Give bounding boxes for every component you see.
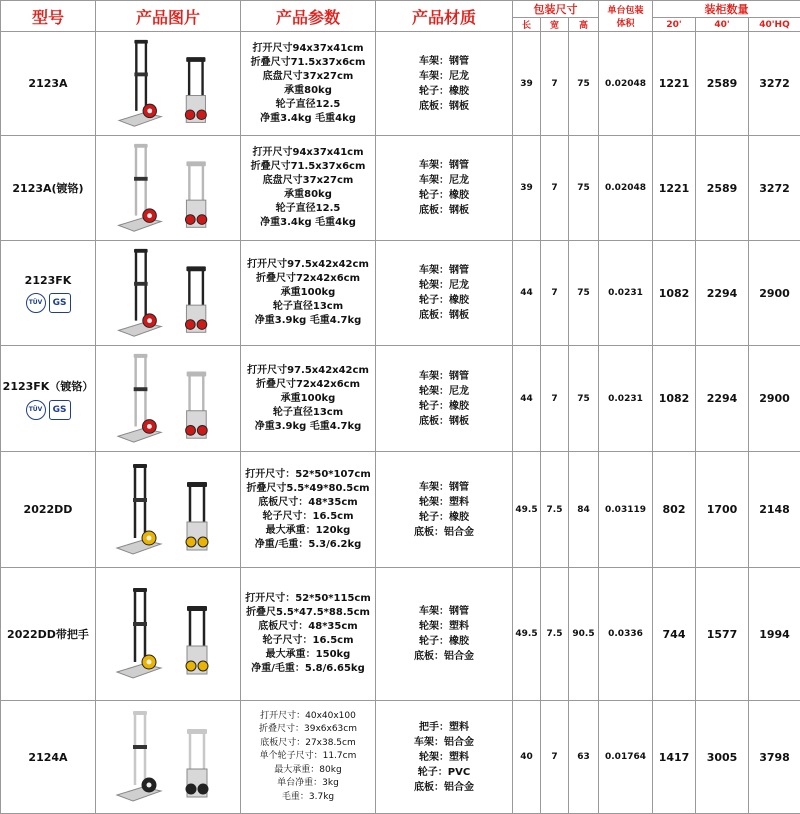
open-trolley <box>119 248 162 335</box>
header-container: 装柜数量 <box>653 1 800 18</box>
header-pack-w: 宽 <box>541 18 569 32</box>
model-cell <box>1 452 96 568</box>
model-label: 2123FK（镀铬） <box>1 378 95 394</box>
material-cell <box>376 452 513 568</box>
material-line: 车架：钢管 <box>376 54 512 69</box>
params-cell <box>241 136 376 241</box>
folded-trolley <box>186 729 208 797</box>
certification-logos <box>26 400 71 420</box>
product-image-cell <box>96 32 241 136</box>
param-line: 底盘尺寸37x27cm <box>241 174 375 188</box>
container-40-cell: 2294 <box>696 346 749 452</box>
material-line: 底板：钢板 <box>376 203 512 218</box>
pack-height-cell: 84 <box>569 452 599 568</box>
open-trolley <box>119 143 162 230</box>
params-cell <box>241 701 376 814</box>
header-c40hq: 40'HQ <box>749 18 800 32</box>
material-line: 轮架：尼龙 <box>376 278 512 293</box>
param-line: 打开尺寸97.5x42x42cm <box>241 364 375 378</box>
trolley-image <box>103 707 233 807</box>
unit-volume-cell: 0.02048 <box>599 136 653 241</box>
pack-height-cell: 90.5 <box>569 568 599 701</box>
param-line: 折叠尺寸71.5x37x6cm <box>241 56 375 70</box>
container-20-cell: 744 <box>653 568 696 701</box>
param-line: 毛重：3.7kg <box>241 791 375 805</box>
header-pack-h: 高 <box>569 18 599 32</box>
unit-volume-cell: 0.0336 <box>599 568 653 701</box>
gs-logo-icon: GS <box>49 293 71 313</box>
container-20-cell: 1221 <box>653 136 696 241</box>
trolley-image <box>103 584 233 684</box>
unit-volume-cell: 0.01764 <box>599 701 653 814</box>
material-line: 车架：钢管 <box>376 263 512 278</box>
model-label: 2022DD <box>1 503 95 516</box>
params-cell <box>241 32 376 136</box>
pack-width-cell: 7.5 <box>541 568 569 701</box>
tuv-logo-icon: TÜV <box>26 400 46 420</box>
param-line: 最大承重：150kg <box>241 648 375 662</box>
container-40hq-cell: 2900 <box>749 241 800 346</box>
material-line: 轮架：尼龙 <box>376 384 512 399</box>
table-row <box>1 32 800 136</box>
open-trolley <box>119 39 161 125</box>
header-image: 产品图片 <box>96 1 241 32</box>
product-image-cell <box>96 241 241 346</box>
container-40-cell: 2589 <box>696 136 749 241</box>
container-40-cell: 1577 <box>696 568 749 701</box>
material-line: 底板：铝合金 <box>376 525 512 540</box>
container-20-cell: 1417 <box>653 701 696 814</box>
pack-height-cell: 75 <box>569 136 599 241</box>
param-line: 最大承重：80kg <box>241 764 375 778</box>
material-line: 车架：钢管 <box>376 604 512 619</box>
material-cell <box>376 241 513 346</box>
folded-trolley <box>185 161 206 227</box>
params-cell <box>241 241 376 346</box>
container-40hq-cell: 3798 <box>749 701 800 814</box>
gs-logo-icon: GS <box>49 400 71 420</box>
material-cell <box>376 136 513 241</box>
material-line: 轮架：塑料 <box>376 495 512 510</box>
param-line: 折叠尺寸72x42x6cm <box>241 378 375 392</box>
unit-volume-cell: 0.0231 <box>599 241 653 346</box>
material-line: 车架：钢管 <box>376 158 512 173</box>
product-image-cell <box>96 346 241 452</box>
model-label: 2123FK <box>1 274 95 287</box>
unit-volume-cell: 0.02048 <box>599 32 653 136</box>
param-line: 净重/毛重：5.3/6.2kg <box>241 538 375 552</box>
param-line: 单台净重：3kg <box>241 777 375 791</box>
material-line: 车架：钢管 <box>376 369 512 384</box>
material-line: 底板：钢板 <box>376 308 512 323</box>
material-line: 轮子：橡胶 <box>376 510 512 525</box>
header-params: 产品参数 <box>241 1 376 32</box>
material-line: 轮子：橡胶 <box>376 84 512 99</box>
param-line: 轮子直径12.5 <box>241 202 375 216</box>
material-cell <box>376 568 513 701</box>
table-row <box>1 346 800 452</box>
header-unit-volume <box>599 1 653 32</box>
param-line: 净重3.4kg 毛重4kg <box>241 216 375 230</box>
param-line: 打开尺寸94x37x41cm <box>241 42 375 56</box>
material-line: 车架：钢管 <box>376 480 512 495</box>
pack-length-cell: 39 <box>513 136 541 241</box>
param-line: 打开尺寸97.5x42x42cm <box>241 258 375 272</box>
param-line: 净重/毛重：5.8/6.65kg <box>241 662 375 676</box>
header-material: 产品材质 <box>376 1 513 32</box>
param-line: 净重3.4kg 毛重4kg <box>241 112 375 126</box>
pack-height-cell: 75 <box>569 32 599 136</box>
param-line: 底盘尺寸37x27cm <box>241 70 375 84</box>
material-line: 车架：尼龙 <box>376 69 512 84</box>
container-40-cell: 1700 <box>696 452 749 568</box>
model-cell <box>1 241 96 346</box>
model-cell <box>1 701 96 814</box>
open-trolley <box>117 588 161 678</box>
open-trolley <box>117 711 161 801</box>
container-20-cell: 802 <box>653 452 696 568</box>
pack-width-cell: 7 <box>541 241 569 346</box>
material-line: 轮架：塑料 <box>376 750 512 765</box>
table-row <box>1 241 800 346</box>
product-image-cell <box>96 452 241 568</box>
param-line: 底板尺寸：48*35cm <box>241 496 375 510</box>
model-label: 2123A <box>1 77 95 90</box>
product-image-cell <box>96 136 241 241</box>
open-trolley <box>118 353 161 441</box>
param-line: 承重80kg <box>241 188 375 202</box>
container-40hq-cell: 3272 <box>749 136 800 241</box>
trolley-image <box>103 350 233 448</box>
trolley-image <box>103 245 233 342</box>
container-40hq-cell: 1994 <box>749 568 800 701</box>
pack-length-cell: 44 <box>513 346 541 452</box>
material-line: 底板：钢板 <box>376 414 512 429</box>
params-cell <box>241 452 376 568</box>
header-unit-volume-line2: 体积 <box>599 16 652 29</box>
pack-length-cell: 39 <box>513 32 541 136</box>
container-20-cell: 1082 <box>653 241 696 346</box>
header-pack-size: 包装尺寸 <box>513 1 599 18</box>
container-40-cell: 3005 <box>696 701 749 814</box>
pack-width-cell: 7 <box>541 136 569 241</box>
material-line: 轮子：橡胶 <box>376 399 512 414</box>
params-cell <box>241 346 376 452</box>
folded-trolley <box>185 57 206 122</box>
product-image-cell <box>96 568 241 701</box>
container-40-cell: 2294 <box>696 241 749 346</box>
folded-trolley <box>186 482 208 550</box>
pack-width-cell: 7.5 <box>541 452 569 568</box>
param-line: 折叠尺寸72x42x6cm <box>241 272 375 286</box>
open-trolley <box>117 464 161 554</box>
material-line: 轮子：橡胶 <box>376 634 512 649</box>
pack-width-cell: 7 <box>541 346 569 452</box>
param-line: 承重100kg <box>241 286 375 300</box>
material-cell <box>376 32 513 136</box>
model-cell <box>1 568 96 701</box>
unit-volume-cell: 0.03119 <box>599 452 653 568</box>
material-cell <box>376 346 513 452</box>
params-cell <box>241 568 376 701</box>
pack-height-cell: 63 <box>569 701 599 814</box>
folded-trolley <box>186 371 208 438</box>
param-line: 折叠尺寸5.5*49*80.5cm <box>241 482 375 496</box>
pack-length-cell: 40 <box>513 701 541 814</box>
material-line: 底板：铝合金 <box>376 780 512 795</box>
trolley-image <box>103 36 233 132</box>
param-line: 底板尺寸：27x38.5cm <box>241 737 375 751</box>
param-line: 单个轮子尺寸：11.7cm <box>241 750 375 764</box>
header-c40: 40' <box>696 18 749 32</box>
pack-width-cell: 7 <box>541 701 569 814</box>
param-line: 轮子直径12.5 <box>241 98 375 112</box>
folded-trolley <box>186 606 208 674</box>
unit-volume-cell: 0.0231 <box>599 346 653 452</box>
table-header <box>1 1 800 32</box>
certification-logos <box>26 293 71 313</box>
container-40hq-cell: 3272 <box>749 32 800 136</box>
model-label: 2022DD带把手 <box>1 626 95 642</box>
param-line: 打开尺寸：52*50*107cm <box>241 468 375 482</box>
trolley-image <box>103 140 233 237</box>
model-cell <box>1 346 96 452</box>
param-line: 轮子直径13cm <box>241 300 375 314</box>
param-line: 轮子尺寸：16.5cm <box>241 510 375 524</box>
pack-height-cell: 75 <box>569 241 599 346</box>
pack-length-cell: 49.5 <box>513 452 541 568</box>
param-line: 净重3.9kg 毛重4.7kg <box>241 420 375 434</box>
header-model: 型号 <box>1 1 96 32</box>
model-label: 2124A <box>1 751 95 764</box>
param-line: 最大承重：120kg <box>241 524 375 538</box>
container-20-cell: 1221 <box>653 32 696 136</box>
pack-length-cell: 44 <box>513 241 541 346</box>
param-line: 折叠尺寸：39x6x63cm <box>241 723 375 737</box>
model-cell <box>1 32 96 136</box>
material-line: 轮子：PVC <box>376 765 512 780</box>
material-line: 底板：钢板 <box>376 99 512 114</box>
header-unit-volume-line1: 单台包装 <box>599 3 652 16</box>
param-line: 底板尺寸：48*35cm <box>241 620 375 634</box>
table-row <box>1 568 800 701</box>
trolley-image <box>103 460 233 560</box>
container-40hq-cell: 2148 <box>749 452 800 568</box>
pack-length-cell: 49.5 <box>513 568 541 701</box>
material-cell <box>376 701 513 814</box>
table-row <box>1 452 800 568</box>
param-line: 打开尺寸：40x40x100 <box>241 710 375 724</box>
pack-height-cell: 75 <box>569 346 599 452</box>
pack-width-cell: 7 <box>541 32 569 136</box>
header-pack-l: 长 <box>513 18 541 32</box>
product-image-cell <box>96 701 241 814</box>
material-line: 轮子：橡胶 <box>376 293 512 308</box>
table-body <box>1 32 800 814</box>
material-line: 轮子：橡胶 <box>376 188 512 203</box>
container-20-cell: 1082 <box>653 346 696 452</box>
model-cell <box>1 136 96 241</box>
model-label: 2123A(镀铬) <box>1 180 95 196</box>
material-line: 车架：尼龙 <box>376 173 512 188</box>
param-line: 折叠尺寸71.5x37x6cm <box>241 160 375 174</box>
table-row <box>1 701 800 814</box>
param-line: 打开尺寸94x37x41cm <box>241 146 375 160</box>
param-line: 打开尺寸：52*50*115cm <box>241 592 375 606</box>
table-row <box>1 136 800 241</box>
container-40-cell: 2589 <box>696 32 749 136</box>
param-line: 折叠尺5.5*47.5*88.5cm <box>241 606 375 620</box>
tuv-logo-icon: TÜV <box>26 293 46 313</box>
param-line: 承重100kg <box>241 392 375 406</box>
material-line: 把手：塑料 <box>376 720 512 735</box>
param-line: 净重3.9kg 毛重4.7kg <box>241 314 375 328</box>
param-line: 承重80kg <box>241 84 375 98</box>
material-line: 车架：铝合金 <box>376 735 512 750</box>
material-line: 轮架：塑料 <box>376 619 512 634</box>
material-line: 底板：铝合金 <box>376 649 512 664</box>
param-line: 轮子直径13cm <box>241 406 375 420</box>
header-c20: 20' <box>653 18 696 32</box>
folded-trolley <box>185 266 206 332</box>
param-line: 轮子尺寸：16.5cm <box>241 634 375 648</box>
container-40hq-cell: 2900 <box>749 346 800 452</box>
